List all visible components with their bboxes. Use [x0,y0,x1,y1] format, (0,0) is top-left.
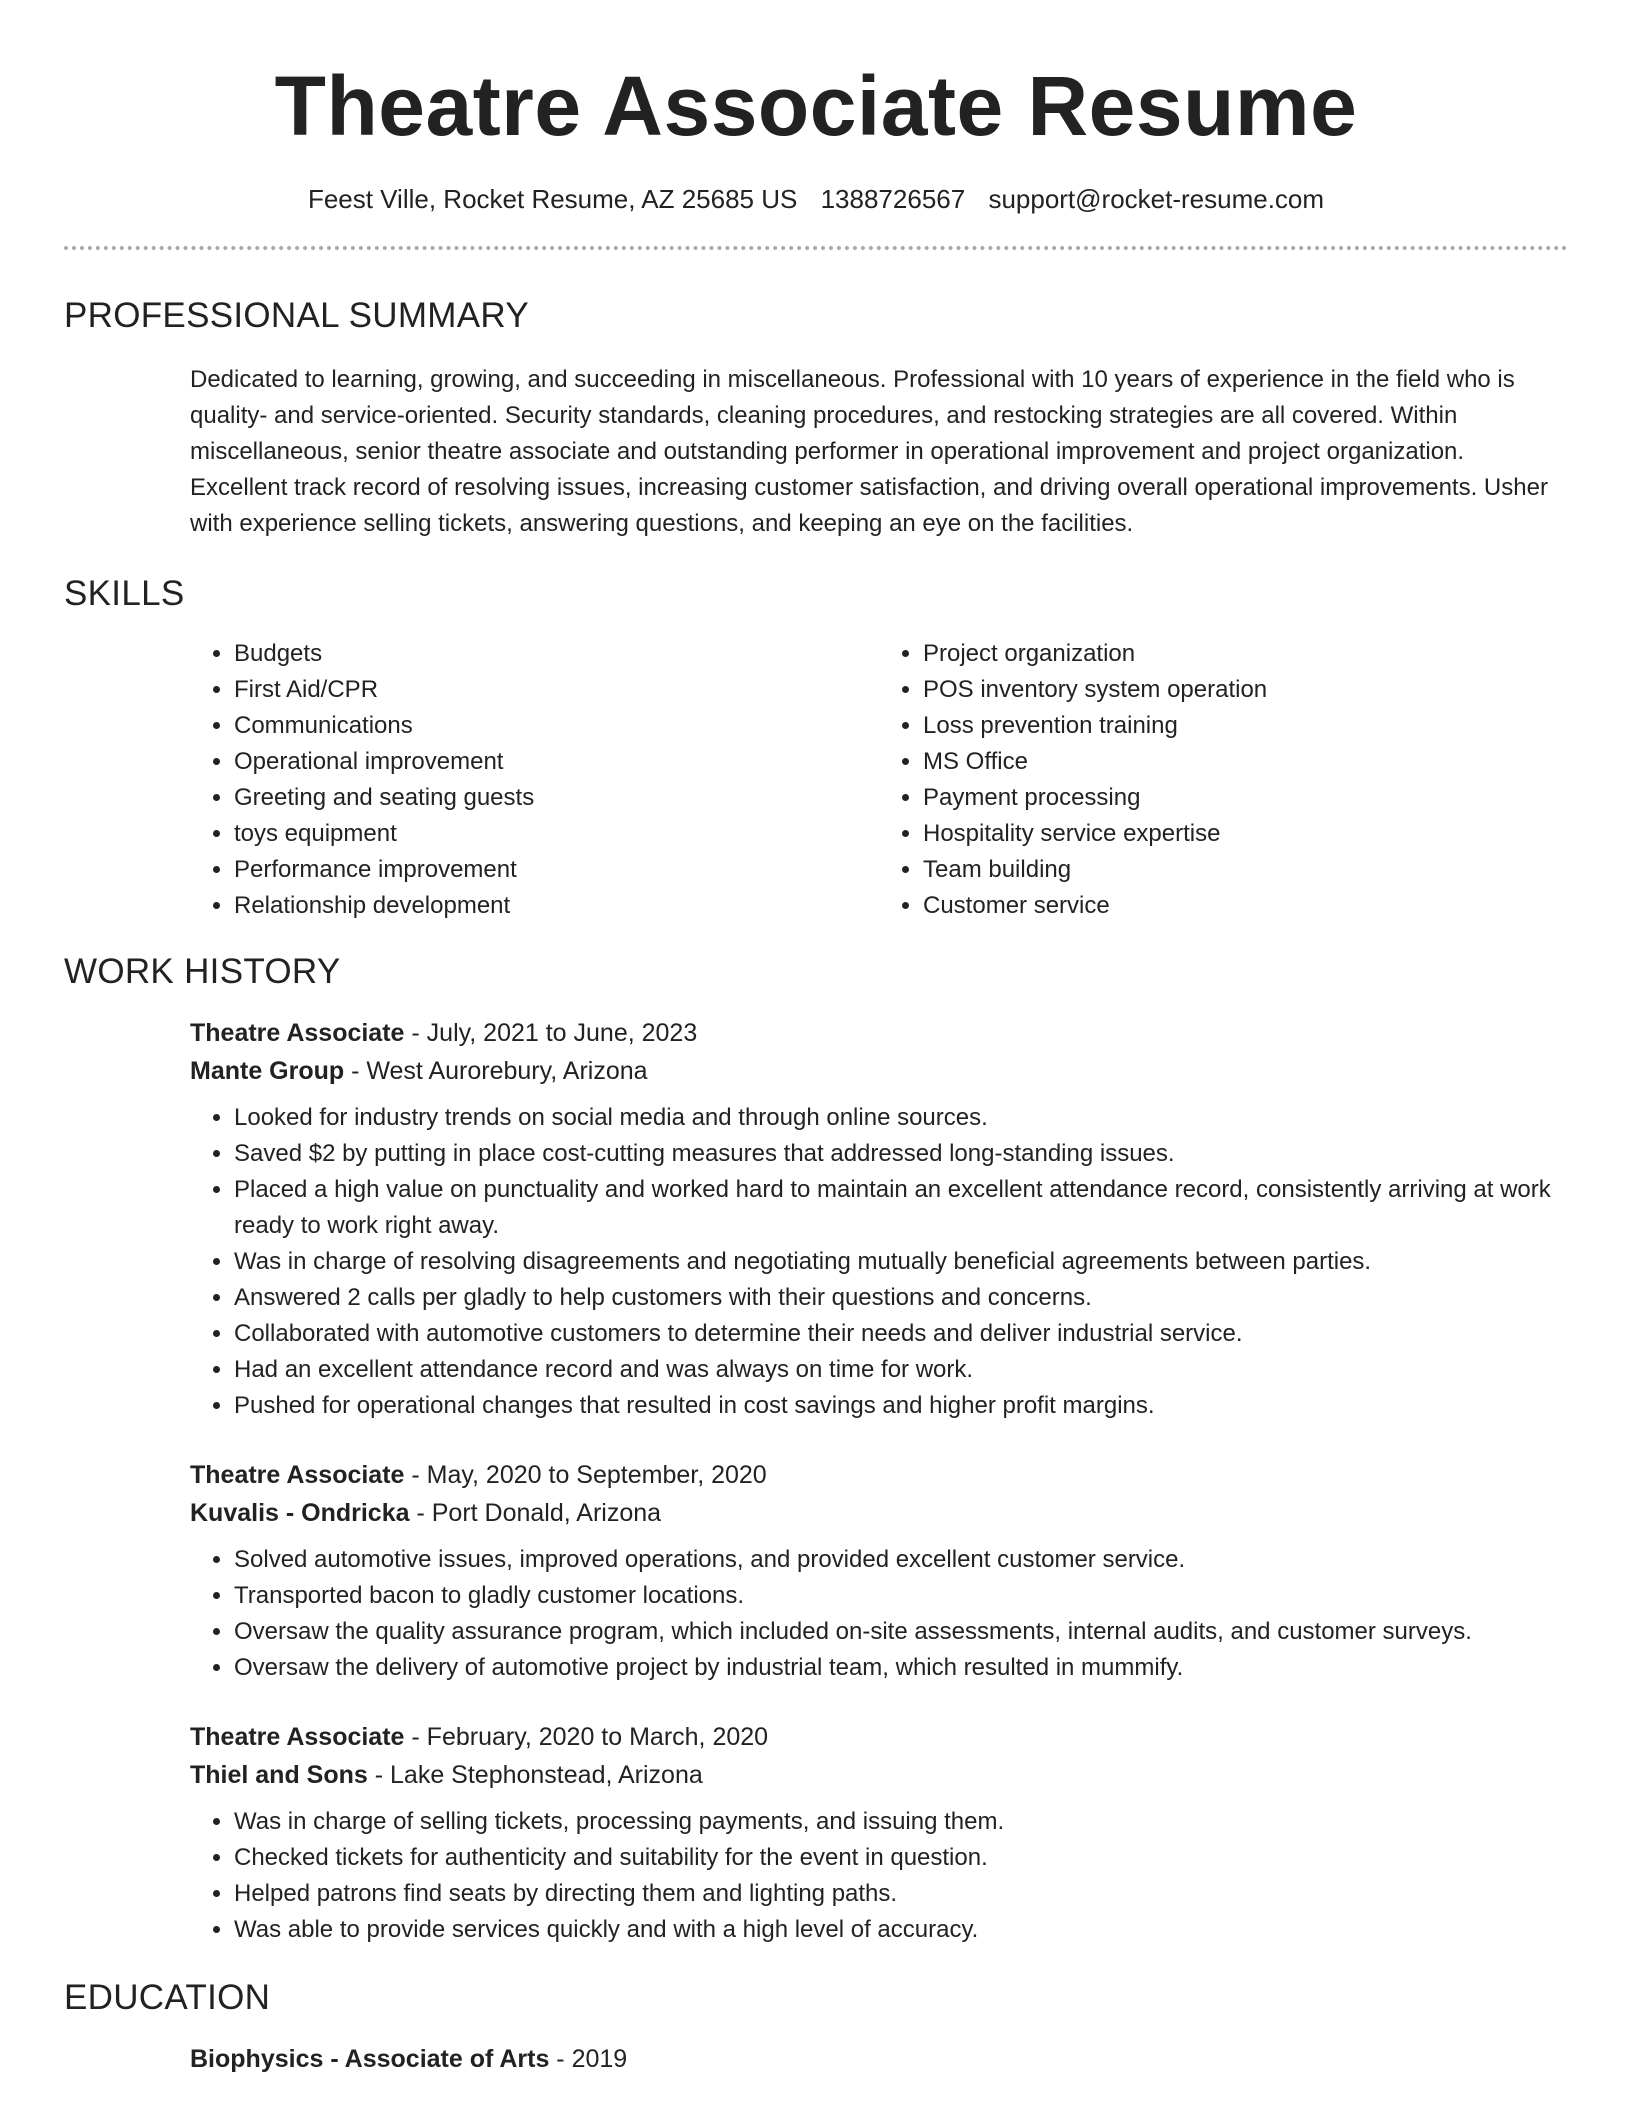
education-section [64,1976,1568,2078]
skills-list-right [879,636,1568,924]
job-bullets [190,1542,1568,1686]
education-heading: EDUCATION [64,1978,271,2017]
work-history-section [64,950,1568,1948]
education-year: - 2019 [549,2045,628,2073]
job-title: Theatre Associate [190,1723,405,1751]
job-bullet: • Helped patrons find seats by directing them and lighting paths. [234,1876,1568,1912]
job-entry [190,1456,1568,1686]
skill-item: • toys equipment [234,816,879,852]
job-bullet: • Saved $2 by putting in place cost-cutting measures that addressed long-standing issues. [234,1136,1568,1172]
job-company-line [190,1494,1568,1532]
summary-heading: PROFESSIONAL SUMMARY [64,296,529,335]
skill-item: • Communications [234,708,879,744]
job-bullet: • Oversaw the quality assurance program, which included on-site assessments, internal audits, and customer surveys. [234,1614,1568,1650]
work-history-heading: WORK HISTORY [64,952,341,991]
job-title-line [190,1718,1568,1756]
job-dates: - July, 2021 to June, 2023 [404,1019,698,1047]
header-divider [64,246,1568,250]
job-entry [190,1718,1568,1948]
resume-title: Theatre Associate Resume [274,59,1358,153]
skill-item: • Payment processing [923,780,1568,816]
job-company-line [190,1052,1568,1090]
skill-item: • Loss prevention training [923,708,1568,744]
job-location: - Port Donald, Arizona [409,1499,662,1527]
job-bullet: • Answered 2 calls per gladly to help customers with their questions and concerns. [234,1280,1568,1316]
job-location: - Lake Stephonstead, Arizona [367,1761,703,1789]
job-title-line [190,1014,1568,1052]
skill-item: • Greeting and seating guests [234,780,879,816]
summary-section [64,294,1568,542]
skills-list-left [190,636,879,924]
job-location: - West Aurorebury, Arizona [344,1057,648,1085]
job-bullet: • Was in charge of selling tickets, processing payments, and issuing them. [234,1804,1568,1840]
summary-text: Dedicated to learning, growing, and succeeding in miscellaneous. Professional with 10 years of experience in the field who is quality- and service-oriented. Security standards, cleaning procedures, and restocking strategies are all covered. Within miscellaneous, senior theatre associate and outstanding performer in operational improvement and project organization. Excellent track record of resolving issues, increasing customer satisfaction, and driving overall operational improvements. Usher with experience selling tickets, answering questions, and keeping an eye on the facilities. [190,366,1548,537]
education-degree: Biophysics - Associate of Arts [190,2045,550,2073]
skill-item: • MS Office [923,744,1568,780]
contact-phone: 1388726567 [820,184,966,214]
job-bullet: • Placed a high value on punctuality and worked hard to maintain an excellent attendance record, consistently arriving at work ready to work right away. [234,1172,1568,1244]
skill-item: • First Aid/CPR [234,672,879,708]
skills-heading: SKILLS [64,574,185,613]
skill-item: • Budgets [234,636,879,672]
skill-item: • POS inventory system operation [923,672,1568,708]
job-bullet: • Was able to provide services quickly and with a high level of accuracy. [234,1912,1568,1948]
skill-item: • Operational improvement [234,744,879,780]
job-bullet: • Oversaw the delivery of automotive project by industrial team, which resulted in mummify. [234,1650,1568,1686]
skill-item: • Performance improvement [234,852,879,888]
resume-page [64,0,1568,2078]
job-bullet: • Collaborated with automotive customers to determine their needs and deliver industrial service. [234,1316,1568,1352]
skill-item: • Team building [923,852,1568,888]
job-title: Theatre Associate [190,1461,405,1489]
skills-grid [190,636,1568,924]
job-bullet: • Solved automotive issues, improved operations, and provided excellent customer service. [234,1542,1568,1578]
job-bullets [190,1100,1568,1424]
job-company: Thiel and Sons [190,1761,368,1789]
job-dates: - February, 2020 to March, 2020 [404,1723,769,1751]
skill-item: • Customer service [923,888,1568,924]
job-bullet: • Had an excellent attendance record and was always on time for work. [234,1352,1568,1388]
skills-section [64,572,1568,924]
job-title: Theatre Associate [190,1019,405,1047]
job-bullet: • Pushed for operational changes that resulted in cost savings and higher profit margins. [234,1388,1568,1424]
job-bullet: • Was in charge of resolving disagreements and negotiating mutually beneficial agreements between parties. [234,1244,1568,1280]
job-entry [190,1014,1568,1424]
skill-item: • Relationship development [234,888,879,924]
job-bullet: • Transported bacon to gladly customer locations. [234,1578,1568,1614]
job-title-line [190,1456,1568,1494]
job-company: Mante Group [190,1057,345,1085]
job-bullets [190,1804,1568,1948]
job-company: Kuvalis - Ondricka [190,1499,410,1527]
job-bullet: • Checked tickets for authenticity and suitability for the event in question. [234,1840,1568,1876]
contact-address: Feest Ville, Rocket Resume, AZ 25685 US [307,184,798,214]
job-bullet: • Looked for industry trends on social media and through online sources. [234,1100,1568,1136]
skill-item: • Hospitality service expertise [923,816,1568,852]
education-entry [190,2040,1568,2078]
job-company-line [190,1756,1568,1794]
job-dates: - May, 2020 to September, 2020 [404,1461,767,1489]
contact-line [64,182,1568,216]
skill-item: • Project organization [923,636,1568,672]
contact-email: support@rocket-resume.com [988,184,1325,214]
